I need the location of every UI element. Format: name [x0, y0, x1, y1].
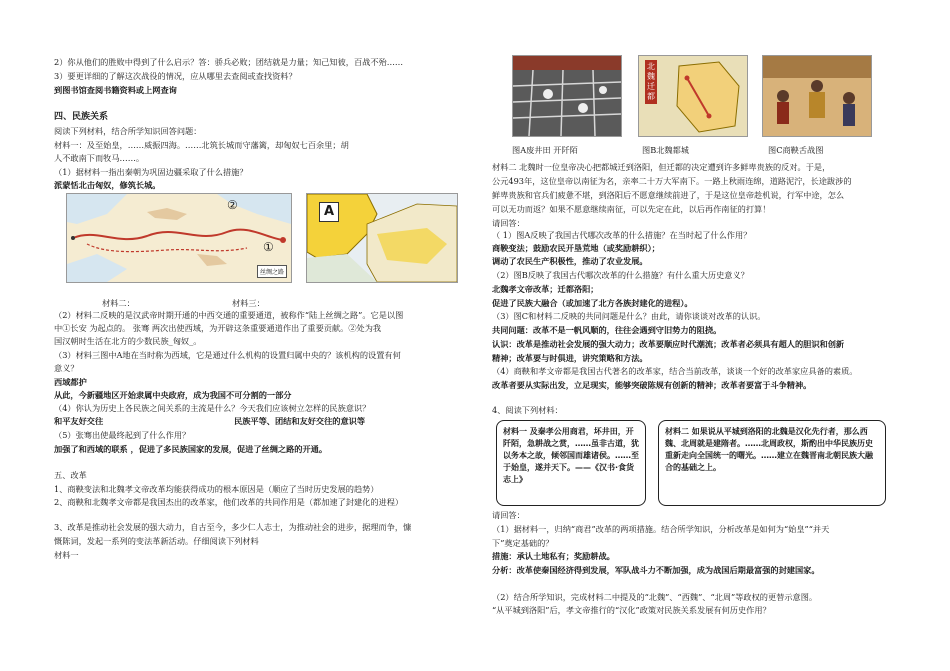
image-c-debate [762, 55, 872, 137]
caption-image-b: 图B北魏都城 [642, 145, 689, 155]
material-one-label: 材料一 [54, 550, 79, 560]
section-title-ethnic: 四、民族关系 [54, 112, 109, 122]
r-answer-1a: 商鞅变法；鼓励农民开垦荒地（或奖励耕织）； [492, 243, 660, 253]
reform-q2: 2、商鞅和北魏孝文帝都是我国杰出的改革家，他们改革的共同作用是（都加速了封建化的进程） [54, 497, 404, 507]
r-answer-1b: 调动了农民生产积极性，推动了农业发展。 [492, 256, 648, 266]
p-question-1-line1: （1）据材料一，归纳“商君”改革的两项措施。结合所学知识，分析改革是如何为“始皇”“并天 [492, 524, 830, 534]
map-label-a: A [319, 202, 339, 222]
answer-1: 派蒙恬北击匈奴，修筑长城。 [54, 180, 161, 190]
r-answer-4: 改革者要从实际出发，立足现实，能够突破陈规有创新的精神；改革者要富于斗争精神。 [492, 380, 812, 390]
p-question-2-line2: “从平城到洛阳”后，孝文帝推行的“汉化”政策对民族关系发展有何历史作用？ [492, 605, 771, 615]
answer-3b: 从此，今新疆地区开始隶属中央政府，成为我国不可分割的一部分 [54, 390, 292, 400]
question-2-line1: （2）材料二反映的是汉武帝时期开通的中西交通的重要通道，被称作“陆上丝绸之路”。它是以图 [54, 310, 404, 320]
map-marker-1: ① [263, 240, 274, 254]
r-answer-3c: 精神；改革要与时俱进，讲究策略和方法。 [492, 353, 648, 363]
material2-line4: 可以无功而返？如果不愿意继续南征，可以先定在此，以后再作南征的打算！ [492, 204, 771, 214]
p-answer-measures: 措施：承认土地私有；奖励耕战。 [492, 551, 615, 561]
caption-material3: 材料三： [232, 298, 265, 308]
image-a-drawing [513, 56, 621, 136]
silk-road-map [66, 193, 292, 283]
map-marker-2: ② [227, 198, 238, 212]
p-answer-analysis: 分析：改革使秦国经济得到发展，军队战斗力不断加强，成为战国后期最富强的封建国家。 [492, 565, 820, 575]
p-question-2-line1: （2）结合所学知识，完成材料二中提及的“北魏”、“西魏”、“北周”等政权的更替示意图。 [492, 592, 818, 602]
section-title-reform: 五、改革 [54, 470, 87, 480]
question-5: （5）张骞出使最终起到了什么作用？ [54, 430, 191, 440]
material-box-1-text: 材料一 及秦孝公用商君，坏井田，开阡陌，急耕战之赏，……虽非古道，犹以务本之故，倾邻国而雄诸侯。……至于始皇，遂并天下。——《汉书·食货志上》 [503, 427, 639, 484]
image-b-label: 北魏迁都 [645, 60, 657, 104]
caption-material2: 材料二： [102, 298, 135, 308]
q2-insight: 2）你从他们的胜败中得到了什么启示？答：骄兵必败；团结就是力量；知己知彼，百战不殆…… [54, 57, 404, 67]
material-box-2 [658, 420, 886, 506]
r-question-2: （2）图B反映了我国古代哪次改革的什么措施？有什么重大历史意义？ [492, 270, 749, 280]
answer-4a: 和平友好交往 [54, 416, 104, 426]
caption-image-a: 图A废井田 开阡陌 [512, 145, 578, 155]
please-answer: 请回答： [492, 218, 525, 228]
western-regions-map [306, 193, 458, 283]
instruction: 阅读下列材料，结合所学知识回答问题： [54, 126, 202, 136]
reform-q3-line1: 3、改革是推动社会发展的强大动力，自古至今，多少仁人志士，为推动社会的进步，据理而争，慷 [54, 522, 412, 532]
question-2-line2: 中①长安 为起点的。 张骞 两次出使西域，为开辟这条重要通道作出了重要贡献。②处为我 [54, 323, 382, 333]
p-question-1-line2: 下”奠定基础的？ [492, 538, 554, 548]
material-box-1 [496, 420, 646, 506]
image-a-farmland [512, 55, 622, 137]
question-3-line2: 意义？ [54, 363, 79, 373]
reform-q3-line2: 慨陈词，发起一系列的变法革新活动。仔细阅读下列材料 [54, 536, 259, 546]
section-read-materials: 4、阅读下列材料： [492, 405, 563, 415]
image-b-capital-map [638, 55, 748, 137]
map-legend: 丝绸之路 [257, 265, 287, 278]
answer-3a: 西域都护 [54, 377, 87, 387]
reform-q1: 1、商鞅变法和北魏孝文帝改革均能获得成功的根本原因是（顺应了当时历史发展的趋势） [54, 484, 379, 494]
image-c-drawing [763, 56, 871, 136]
material2-line1: 材料二 北魏时一位皇帝决心把都城迁到洛阳，但迁都的决定遭到许多鲜卑贵族的反对。于是， [492, 162, 831, 172]
r-question-1: （ 1）图A反映了我国古代哪次改革的什么措施？在当时起了什么作用？ [492, 230, 752, 240]
material-box-2-text: 材料二 如果说从平城到洛阳的北魏是汉化先行者，那么西魏、北周就是建隋者。……北周政权，斯酌出中华民族历史重新走向全国统一的曙光。……建立在魏晋南北朝民族大融合的基础之上。 [665, 427, 873, 472]
material2-line3: 鲜卑贵族和官兵们疲惫不堪，到洛阳后不愿意继续前进了，于是这位皇帝趁机说，行军中途，怎么 [492, 190, 845, 200]
caption-image-c: 图C商鞅舌战图 [768, 145, 824, 155]
material2-line2: 公元493年，这位皇帝以南征为名，亲率二十万大军南下。一路上秋雨连绵，道路泥泞，长途跋涉的 [492, 176, 852, 186]
question-3-line1: （3）材料三图中A地在当时称为西域，它是通过什么机构的设置归属中央的？该机构的设置有何 [54, 350, 401, 360]
material1-line1: 材料一：及至始皇，……威振四海。……北筑长城而守藩篱，却匈奴七百余里；胡 [54, 140, 349, 150]
r-question-3: （3）图C和材料二反映的共同问题是什么？由此，请你谈谈对改革的认识。 [492, 311, 766, 321]
question-1: （1）据材料一指出秦朝为巩固边疆采取了什么措施？ [54, 167, 248, 177]
answer-4b: 民族平等、团结和友好交往的意识等 [234, 416, 366, 426]
r-answer-2a: 北魏孝文帝改革；迁都洛阳； [492, 284, 599, 294]
r-answer-2b: 促进了民族大融合（或加速了北方各族封建化的进程）。 [492, 298, 693, 308]
question-4: （4）你认为历史上各民族之间关系的主流是什么？今天我们应该树立怎样的民族意识？ [54, 403, 371, 413]
material1-line2: 人不敢南下而牧马……。 [54, 153, 145, 163]
r-question-4: （4）商鞅和孝文帝都是我国古代著名的改革家，结合当前改革，谈谈一个好的改革家应具备的素质。 [492, 366, 858, 376]
q3-answer: 到图书馆查阅书籍资料或上网查询 [54, 85, 177, 95]
r-answer-3a: 共同问题：改革不是一帆风顺的，往往会遇到守旧势力的阻挠。 [492, 325, 722, 335]
question-2-line3: 国汉朝时生活在北方的少数民族_匈奴_。 [54, 336, 202, 346]
please-answer-2: 请回答： [492, 510, 525, 520]
q3-question: 3）要更详细的了解这次战役的情况，应从哪里去查阅或查找资料？ [54, 71, 297, 81]
answer-5: 加强了和西域的联系 ，促进了多民族国家的发展，促进了丝绸之路的开通。 [54, 444, 328, 454]
r-answer-3b: 认识：改革是推动社会发展的强大动力；改革要顺应时代潮流；改革者必须具有超人的胆识和创新 [492, 339, 845, 349]
